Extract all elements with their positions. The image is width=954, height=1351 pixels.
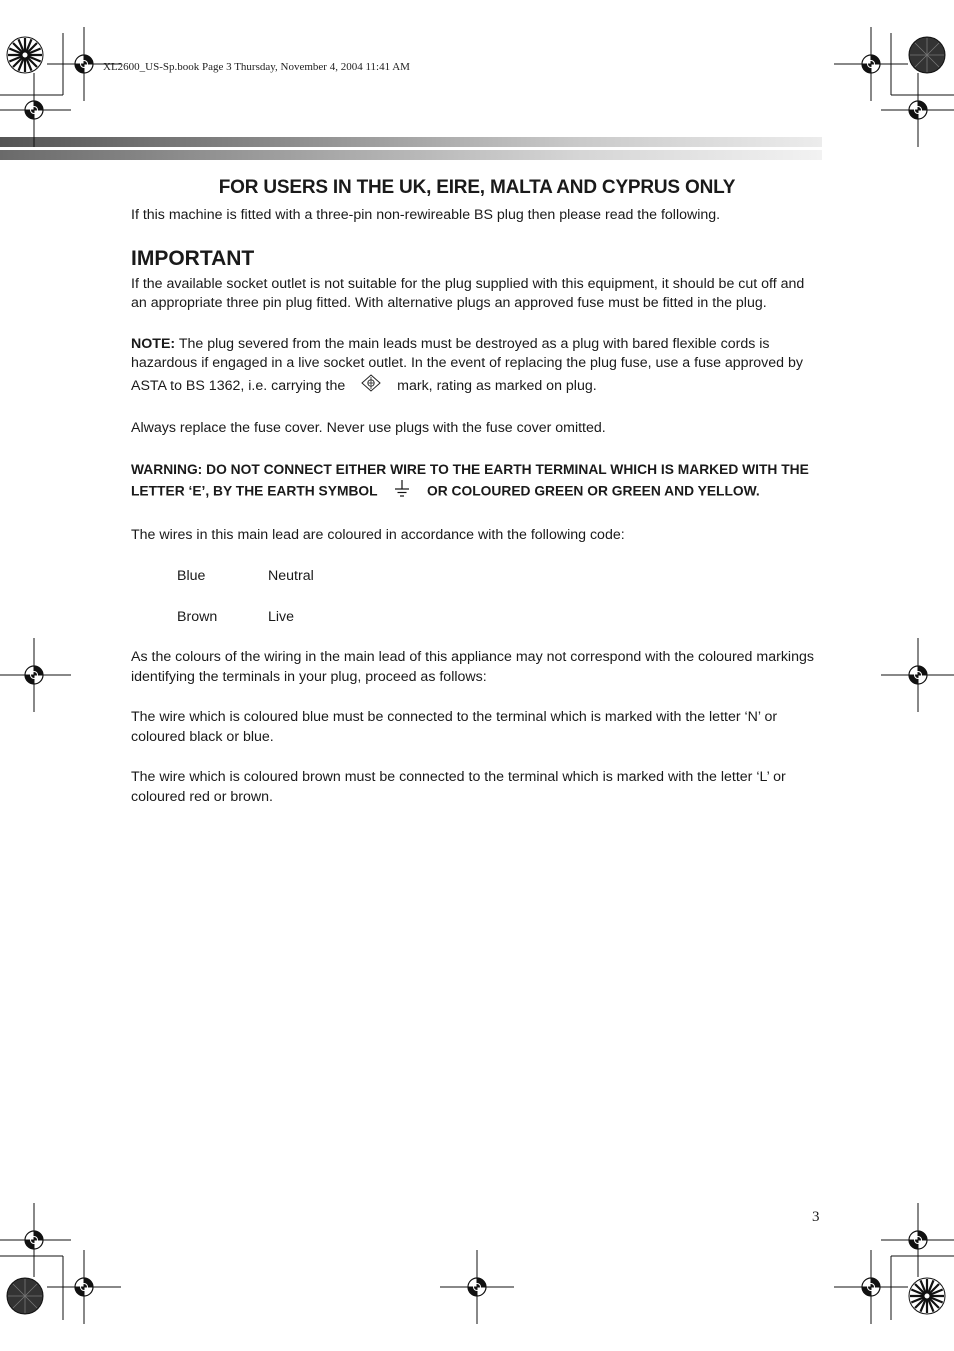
page-content xyxy=(131,174,823,807)
important-heading: IMPORTANT xyxy=(131,246,255,270)
brown-wire-paragraph: The wire which is coloured brown must be connected to the terminal which is marked with the letter ‘L’ or coloured red or brown. xyxy=(131,769,786,805)
wire-colour: Brown xyxy=(177,608,218,625)
wire-code-row xyxy=(177,587,314,628)
note-label: NOTE: xyxy=(131,335,176,352)
important-paragraph: If the available socket outlet is not suitable for the plug supplied with this equipment, it should be cut off and an appropriate three pin plug fitted. With alternative plugs an approved fuse must be fitted in the plug. xyxy=(131,275,805,311)
warning-text-before: WARNING: DO NOT CONNECT EITHER WIRE TO THE EARTH TERMINAL WHICH IS MARKED WITH THE LETTER ‘E’, BY THE EARTH SYMBOL xyxy=(131,461,809,499)
blue-wire-paragraph: The wire which is coloured blue must be connected to the terminal which is marked with the letter ‘N’ or coloured black or blue. xyxy=(131,709,778,745)
earth-symbol-icon xyxy=(393,479,411,505)
wire-colour: Blue xyxy=(177,568,206,584)
warning-text-after: OR COLOURED GREEN OR GREEN AND YELLOW. xyxy=(427,483,760,499)
asta-mark-icon xyxy=(361,374,381,399)
page-number: 3 xyxy=(812,1209,820,1225)
wires-intro-paragraph: The wires in this main lead are coloured in accordance with the following code: xyxy=(131,526,625,543)
wire-function: Live xyxy=(268,608,295,625)
fuse-cover-paragraph: Always replace the fuse cover. Never use plugs with the fuse cover omitted. xyxy=(131,420,606,436)
note-text-after: mark, rating as marked on plug. xyxy=(397,377,597,394)
wire-function: Neutral xyxy=(268,568,314,584)
print-header: XL2600_US-Sp.book Page 3 Thursday, November 4, 2004 11:41 AM xyxy=(103,61,410,73)
wire-code-row xyxy=(177,567,314,587)
intro-paragraph: If this machine is fitted with a three-pin non-rewireable BS plug then please read the following. xyxy=(131,207,721,223)
note-paragraph xyxy=(131,335,823,399)
proceed-paragraph: As the colours of the wiring in the main lead of this appliance may not correspond with the coloured markings identifying the terminals in your plug, proceed as follows: xyxy=(131,649,814,685)
wire-code-table xyxy=(177,567,314,627)
note-text-before: The plug severed from the main leads must be destroyed as a plug with bared flexible cords is hazardous if engaged in a live socket outlet. In the event of replacing the plug fuse, use a fuse approved by ASTA to BS 1362, i.e. carrying the xyxy=(131,335,803,394)
warning-paragraph xyxy=(131,460,823,505)
page-title: FOR USERS IN THE UK, EIRE, MALTA AND CYPRUS ONLY xyxy=(218,177,736,198)
